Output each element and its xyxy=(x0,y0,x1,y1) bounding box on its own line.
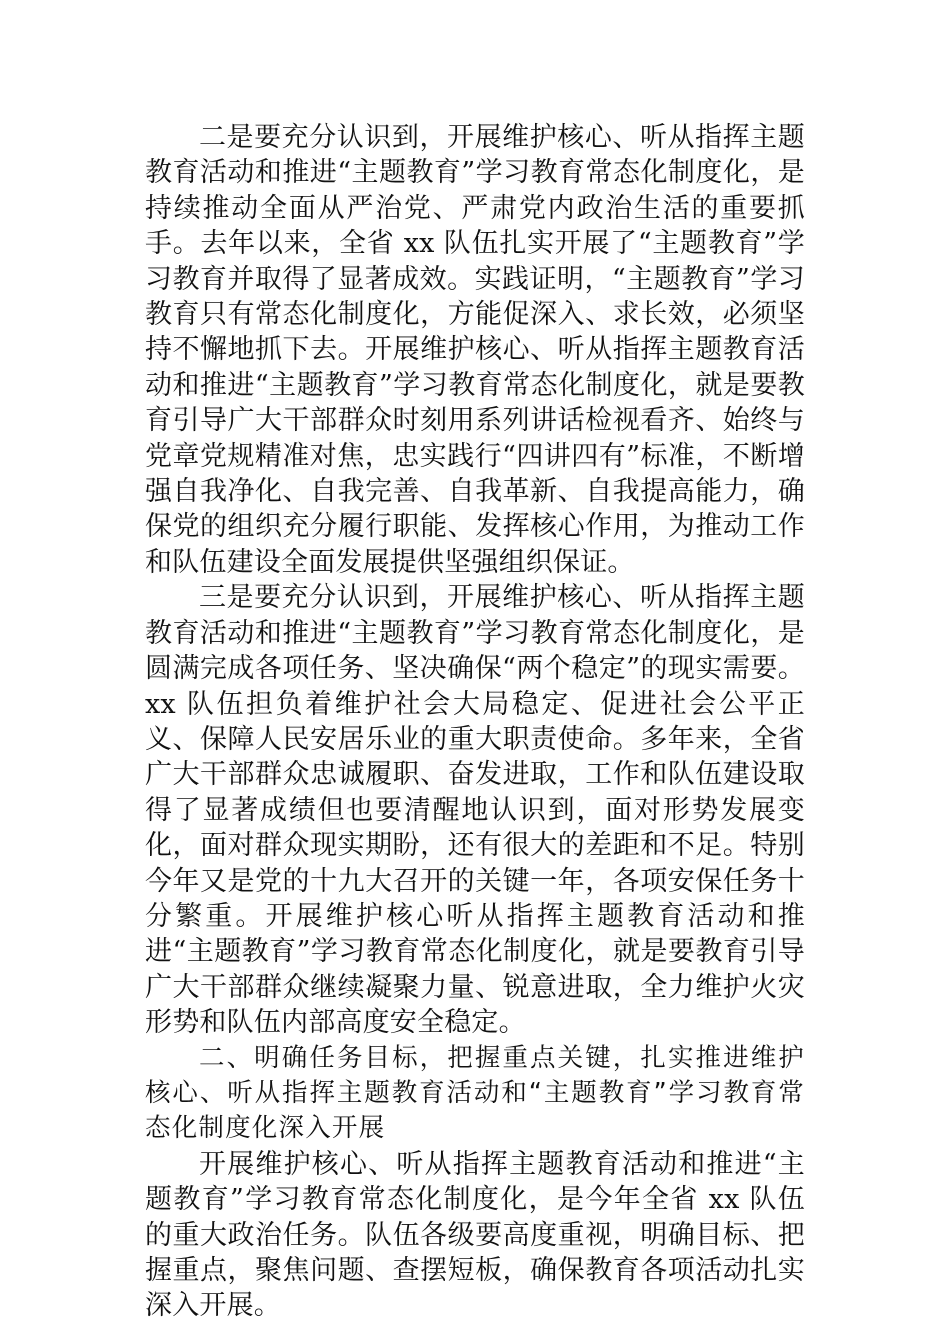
paragraph-point-three: 三是要充分认识到，开展维护核心、听从指挥主题教育活动和推进“主题教育”学习教育常态化制度化，是圆满完成各项任务、坚决确保“两个稳定”的现实需要。xx 队伍担负着维护社会大局稳定、促进社会公平正义、保障人民安居乐业的重大职责使命。多年来，全省广大干部群众忠诚履职、奋发进取，工作和队伍建设取得了显著成绩但也要清醒地认识到，面对形势发展变化，面对群众现实期盼，还有很大的差距和不足。特别今年又是党的十九大召开的关键一年，各项安保任务十分繁重。开展维护核心听从指挥主题教育活动和推进“主题教育”学习教育常态化制度化，就是要教育引导广大干部群众继续凝聚力量、锐意进取，全力维护火灾形势和队伍内部高度安全稳定。 xyxy=(145,582,805,1039)
document-body xyxy=(145,120,805,1324)
section-heading-two: 二、明确任务目标，把握重点关键，扎实推进维护核心、听从指挥主题教育活动和“主题教育”学习教育常态化制度化深入开展 xyxy=(145,1042,805,1144)
paragraph-section-two-intro: 开展维护核心、听从指挥主题教育活动和推进“主题教育”学习教育常态化制度化，是今年全省 xx 队伍的重大政治任务。队伍各级要高度重视，明确目标、把握重点，聚焦问题、查摆短板，确保教育各项活动扎实深入开展。 xyxy=(145,1148,805,1322)
paragraph-point-two: 二是要充分认识到，开展维护核心、听从指挥主题教育活动和推进“主题教育”学习教育常态化制度化，是持续推动全面从严治党、严肃党内政治生活的重要抓手。去年以来，全省 xx 队伍扎实开展了“主题教育”学习教育并取得了显著成效。实践证明，“主题教育”学习教育只有常态化制度化，方能促深入、求长效，必须坚持不懈地抓下去。开展维护核心、听从指挥主题教育活动和推进“主题教育”学习教育常态化制度化，就是要教育引导广大干部群众时刻用系列讲话检视看齐、始终与党章党规精准对焦，忠实践行“四讲四有”标准，不断增强自我净化、自我完善、自我革新、自我提高能力，确保党的组织充分履行职能、发挥核心作用，为推动工作和队伍建设全面发展提供坚强组织保证。 xyxy=(145,122,805,578)
